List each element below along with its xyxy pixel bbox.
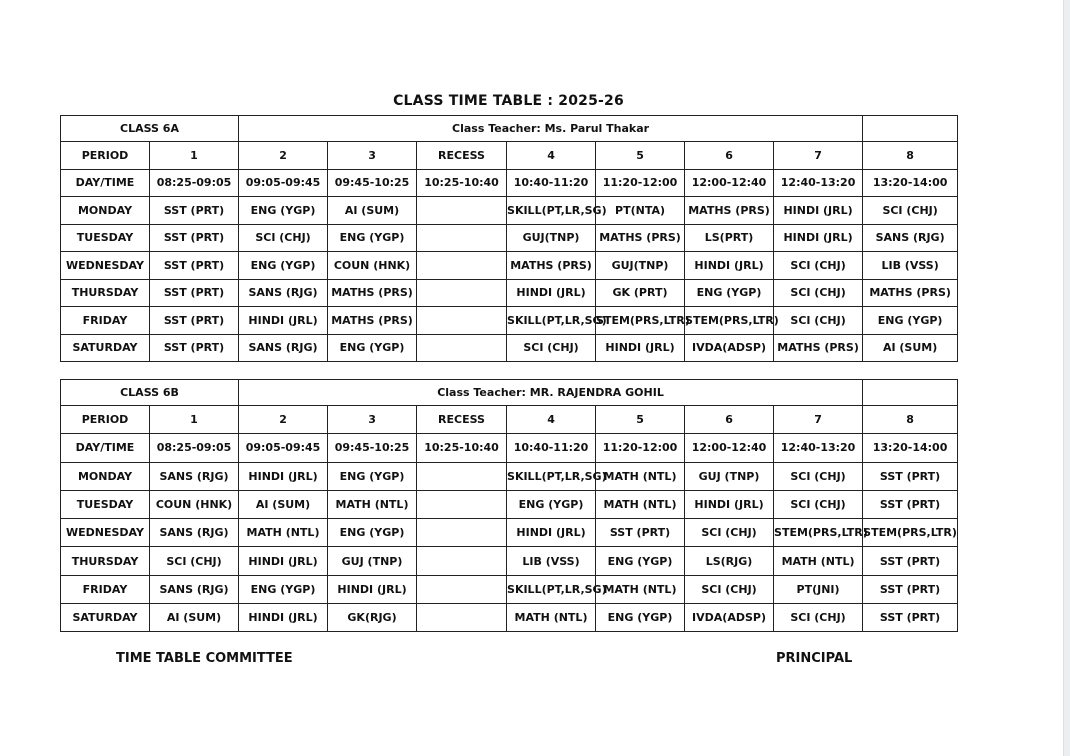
timetable-cell: SCI (CHJ) <box>774 252 863 280</box>
timetable-cell: ENG (YGP) <box>239 575 328 603</box>
timetable-cell: HINDI (JRL) <box>239 547 328 575</box>
day-row <box>61 252 958 280</box>
timetable-cell: STEM(PRS,LTR) <box>596 307 685 335</box>
recess-cell <box>417 252 507 280</box>
timetable-cell: 2 <box>239 142 328 170</box>
timetable-cell: SST (PRT) <box>596 519 685 547</box>
recess-cell <box>417 307 507 335</box>
timetable-cell: 11:20-12:00 <box>596 169 685 197</box>
day-row <box>61 547 958 575</box>
timetable-cell: MATH (NTL) <box>507 604 596 632</box>
class-teacher-label: Class Teacher: Ms. Parul Thakar <box>239 116 863 142</box>
recess-cell <box>417 519 507 547</box>
row-header-cell: PERIOD <box>61 142 150 170</box>
day-row <box>61 604 958 632</box>
timetable-cell: SKILL(PT,LR,SG) <box>507 462 596 490</box>
day-row <box>61 519 958 547</box>
timetable-cell: ENG (YGP) <box>239 197 328 225</box>
timetable-cell: SKILL(PT,LR,SG) <box>507 197 596 225</box>
day-row <box>61 490 958 518</box>
timetable-cell: 1 <box>150 406 239 434</box>
timetable-cell: STEM(PRS,LTR) <box>774 519 863 547</box>
timetable-cell: SKILL(PT,LR,SG) <box>507 307 596 335</box>
timetable-cell: 5 <box>596 406 685 434</box>
timetable-cell: SCI (CHJ) <box>774 307 863 335</box>
timetable-cell: 08:25-09:05 <box>150 434 239 462</box>
timetable-cell: MATH (NTL) <box>774 547 863 575</box>
timetable-cell: SCI (CHJ) <box>774 604 863 632</box>
timetable-cell: HINDI (JRL) <box>774 224 863 252</box>
recess-cell <box>417 197 507 225</box>
timetable-cell: ENG (YGP) <box>328 519 417 547</box>
recess-cell <box>417 224 507 252</box>
timetable-cell: MATHS (PRS) <box>685 197 774 225</box>
timetable-6a <box>60 115 958 362</box>
timetable-cell: GUJ(TNP) <box>596 252 685 280</box>
timetable-cell: SCI (CHJ) <box>150 547 239 575</box>
timetable-cell: ENG (YGP) <box>328 462 417 490</box>
timetable-cell: HINDI (JRL) <box>685 252 774 280</box>
timetable-cell: ENG (YGP) <box>685 279 774 307</box>
timetable-cell: 08:25-09:05 <box>150 169 239 197</box>
timetable-cell: 09:05-09:45 <box>239 434 328 462</box>
row-header-cell: SATURDAY <box>61 604 150 632</box>
viewer-scrollbar[interactable] <box>1063 0 1070 756</box>
timetable-cell: SANS (RJG) <box>863 224 958 252</box>
timetable-cell: MATH (NTL) <box>328 490 417 518</box>
timetable-cell: HINDI (JRL) <box>774 197 863 225</box>
timetable-cell: COUN (HNK) <box>328 252 417 280</box>
timetable-cell: ENG (YGP) <box>507 490 596 518</box>
timetable-cell: 12:00-12:40 <box>685 169 774 197</box>
timetable-cell: IVDA(ADSP) <box>685 604 774 632</box>
timetable-cell: HINDI (JRL) <box>239 604 328 632</box>
row-header-cell: FRIDAY <box>61 307 150 335</box>
timetable-cell: 8 <box>863 406 958 434</box>
timetable-cell: AI (SUM) <box>863 334 958 362</box>
timetable-cell: SST (PRT) <box>863 462 958 490</box>
timetable-cell: 3 <box>328 406 417 434</box>
timetable-cell: SST (PRT) <box>863 490 958 518</box>
timetable-cell: ENG (YGP) <box>596 604 685 632</box>
timetable-cell: HINDI (JRL) <box>596 334 685 362</box>
timetable-cell: SKILL(PT,LR,SG) <box>507 575 596 603</box>
timetable-cell: SCI (CHJ) <box>685 519 774 547</box>
row-header-cell: WEDNESDAY <box>61 519 150 547</box>
timetable-cell: GUJ(TNP) <box>507 224 596 252</box>
footer-committee: TIME TABLE COMMITTEE <box>116 651 293 666</box>
timetable-cell: GK(RJG) <box>328 604 417 632</box>
timetable-cell: ENG (YGP) <box>328 224 417 252</box>
day-row <box>61 334 958 362</box>
timetable-cell: STEM(PRS,LTR) <box>863 519 958 547</box>
timetable-cell: 10:25-10:40 <box>417 434 507 462</box>
timetable-cell: LIB (VSS) <box>863 252 958 280</box>
day-row <box>61 462 958 490</box>
timetable-cell: SST (PRT) <box>863 575 958 603</box>
timetable-cell: SST (PRT) <box>150 224 239 252</box>
timetable-cell: RECESS <box>417 142 507 170</box>
row-header-cell: WEDNESDAY <box>61 252 150 280</box>
class-label: CLASS 6B <box>61 380 239 406</box>
timetable-cell: SCI (CHJ) <box>774 490 863 518</box>
recess-cell <box>417 334 507 362</box>
timetable-cell: 09:45-10:25 <box>328 434 417 462</box>
class-teacher-label: Class Teacher: MR. RAJENDRA GOHIL <box>239 380 863 406</box>
timetable-cell: 13:20-14:00 <box>863 169 958 197</box>
empty-cell <box>863 116 958 142</box>
timetable-cell: 5 <box>596 142 685 170</box>
timetable-cell: SCI (CHJ) <box>507 334 596 362</box>
timetable-cell: SST (PRT) <box>150 334 239 362</box>
timetable-cell: MATHS (PRS) <box>507 252 596 280</box>
timetable-cell: 10:40-11:20 <box>507 169 596 197</box>
timetable-cell: 11:20-12:00 <box>596 434 685 462</box>
timetable-cell: ENG (YGP) <box>596 547 685 575</box>
timetable-cell: 3 <box>328 142 417 170</box>
timetable-cell: 4 <box>507 142 596 170</box>
timetable-cell: 09:05-09:45 <box>239 169 328 197</box>
timetable-cell: LS(RJG) <box>685 547 774 575</box>
timetable-cell: ENG (YGP) <box>239 252 328 280</box>
row-header-cell: FRIDAY <box>61 575 150 603</box>
timetable-cell: SST (PRT) <box>150 252 239 280</box>
empty-cell <box>863 380 958 406</box>
timetable-cell: AI (SUM) <box>150 604 239 632</box>
time-row <box>61 434 958 462</box>
timetable-cell: SANS (RJG) <box>150 519 239 547</box>
timetable-cell: SANS (RJG) <box>239 279 328 307</box>
timetable-cell: SCI (CHJ) <box>863 197 958 225</box>
timetable-cell: HINDI (JRL) <box>685 490 774 518</box>
timetable-cell: 09:45-10:25 <box>328 169 417 197</box>
row-header-cell: MONDAY <box>61 462 150 490</box>
timetable-cell: HINDI (JRL) <box>239 307 328 335</box>
row-header-cell: TUESDAY <box>61 224 150 252</box>
timetable-cell: GUJ (TNP) <box>328 547 417 575</box>
timetable-cell: SANS (RJG) <box>150 575 239 603</box>
timetable-cell: SST (PRT) <box>863 547 958 575</box>
recess-cell <box>417 604 507 632</box>
timetable-cell: 1 <box>150 142 239 170</box>
timetable-cell: HINDI (JRL) <box>239 462 328 490</box>
timetable-cell: 12:40-13:20 <box>774 169 863 197</box>
row-header-cell: MONDAY <box>61 197 150 225</box>
recess-cell <box>417 547 507 575</box>
timetable-cell: MATH (NTL) <box>596 575 685 603</box>
timetable-cell: 8 <box>863 142 958 170</box>
timetable-cell: LIB (VSS) <box>507 547 596 575</box>
timetable-cell: 4 <box>507 406 596 434</box>
timetable-cell: AI (SUM) <box>239 490 328 518</box>
timetable-cell: 12:00-12:40 <box>685 434 774 462</box>
day-row <box>61 575 958 603</box>
timetable-cell: MATHS (PRS) <box>596 224 685 252</box>
timetable-cell: MATH (NTL) <box>239 519 328 547</box>
timetable-cell: 13:20-14:00 <box>863 434 958 462</box>
timetable-cell: PT(JNI) <box>774 575 863 603</box>
row-header-cell: THURSDAY <box>61 547 150 575</box>
timetable-cell: SST (PRT) <box>150 307 239 335</box>
timetable-cell: HINDI (JRL) <box>507 279 596 307</box>
page-title: CLASS TIME TABLE : 2025-26 <box>393 93 624 109</box>
footer-principal: PRINCIPAL <box>776 651 853 666</box>
timetable-cell: SST (PRT) <box>150 197 239 225</box>
recess-cell <box>417 279 507 307</box>
timetable-cell: PT(NTA) <box>596 197 685 225</box>
timetable-cell: 2 <box>239 406 328 434</box>
timetable-cell: GK (PRT) <box>596 279 685 307</box>
timetable-cell: SCI (CHJ) <box>685 575 774 603</box>
timetable-cell: LS(PRT) <box>685 224 774 252</box>
timetable-cell: MATH (NTL) <box>596 490 685 518</box>
timetable-cell: ENG (YGP) <box>328 334 417 362</box>
timetable-cell: MATHS (PRS) <box>328 307 417 335</box>
timetable-cell: 7 <box>774 406 863 434</box>
timetable-cell: COUN (HNK) <box>150 490 239 518</box>
timetable-cell: STEM(PRS,LTR) <box>685 307 774 335</box>
timetable-cell: IVDA(ADSP) <box>685 334 774 362</box>
timetable-cell: AI (SUM) <box>328 197 417 225</box>
timetable-cell: 6 <box>685 406 774 434</box>
timetable-cell: 6 <box>685 142 774 170</box>
timetable-cell: RECESS <box>417 406 507 434</box>
timetable-cell: SST (PRT) <box>150 279 239 307</box>
timetable-cell: SCI (CHJ) <box>239 224 328 252</box>
timetable-cell: HINDI (JRL) <box>507 519 596 547</box>
timetable-cell: 10:25-10:40 <box>417 169 507 197</box>
timetable-cell: SCI (CHJ) <box>774 279 863 307</box>
day-row <box>61 197 958 225</box>
recess-cell <box>417 575 507 603</box>
row-header-cell: THURSDAY <box>61 279 150 307</box>
class-label: CLASS 6A <box>61 116 239 142</box>
timetable-cell: MATHS (PRS) <box>863 279 958 307</box>
timetable-cell: MATH (NTL) <box>596 462 685 490</box>
timetable-cell: SANS (RJG) <box>239 334 328 362</box>
row-header-cell: DAY/TIME <box>61 434 150 462</box>
timetable-cell: 7 <box>774 142 863 170</box>
timetable-cell: ENG (YGP) <box>863 307 958 335</box>
row-header-cell: DAY/TIME <box>61 169 150 197</box>
day-row <box>61 279 958 307</box>
timetable-cell: MATHS (PRS) <box>774 334 863 362</box>
timetable-cell: SST (PRT) <box>863 604 958 632</box>
time-row <box>61 169 958 197</box>
timetable-cell: SCI (CHJ) <box>774 462 863 490</box>
timetable-cell: MATHS (PRS) <box>328 279 417 307</box>
timetable-cell: SANS (RJG) <box>150 462 239 490</box>
recess-cell <box>417 462 507 490</box>
day-row <box>61 307 958 335</box>
timetable-cell: GUJ (TNP) <box>685 462 774 490</box>
timetable-6b <box>60 379 958 632</box>
timetable-cell: 10:40-11:20 <box>507 434 596 462</box>
timetable-cell: 12:40-13:20 <box>774 434 863 462</box>
day-row <box>61 224 958 252</box>
period-row <box>61 406 958 434</box>
row-header-cell: PERIOD <box>61 406 150 434</box>
period-row <box>61 142 958 170</box>
row-header-cell: TUESDAY <box>61 490 150 518</box>
row-header-cell: SATURDAY <box>61 334 150 362</box>
recess-cell <box>417 490 507 518</box>
timetable-cell: HINDI (JRL) <box>328 575 417 603</box>
